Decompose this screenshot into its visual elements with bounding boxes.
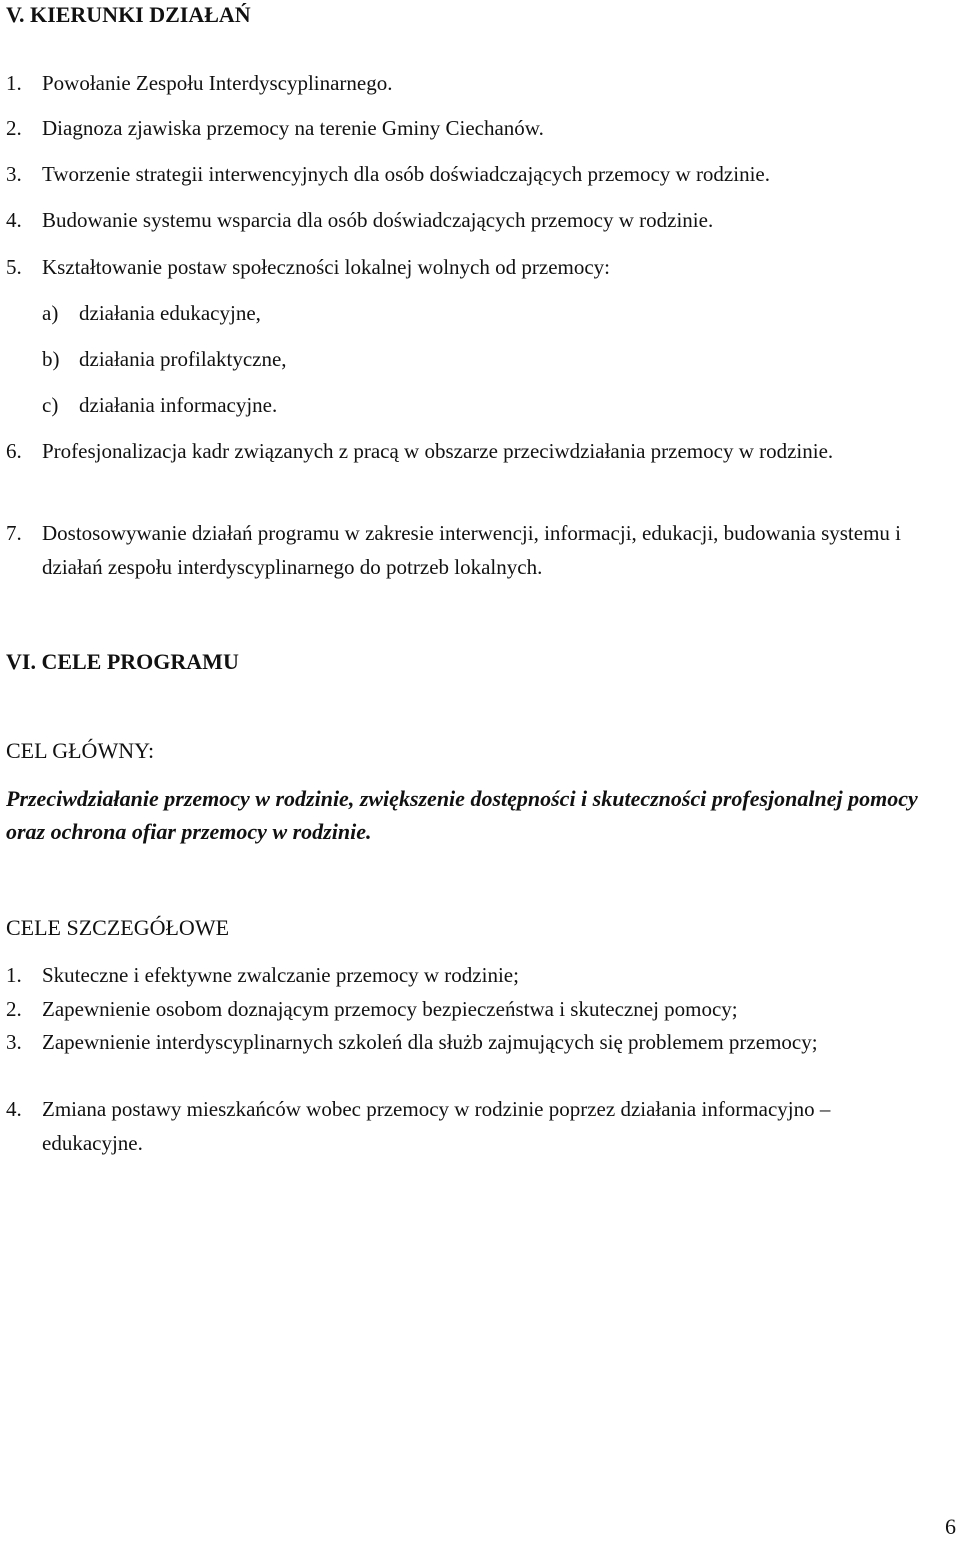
list-item [6,992,926,1026]
list-item-number: 4. [6,208,22,232]
list-item [6,250,926,284]
list-item [6,516,926,584]
sub-list-item-text: działania informacyjne. [79,393,278,417]
section-heading-kierunki: V. KIERUNKI DZIAŁAŃ [6,2,251,27]
list-item [6,958,926,992]
list-item-text: Zapewnienie interdyscyplinarnych szkoleń dla służb zajmujących się problemem przemocy; [42,1030,818,1054]
list-item-text: Powołanie Zespołu Interdyscyplinarnego. [42,71,393,95]
list-item-number: 4. [6,1097,22,1121]
main-goal-heading: CEL GŁÓWNY: [6,738,155,763]
list-item-number: 1. [6,963,22,987]
list-item-number: 6. [6,439,22,463]
sub-list-item-letter: c) [42,393,59,417]
list-item-text: Tworzenie strategii interwencyjnych dla osób doświadczających przemocy w rodzinie. [42,162,770,186]
list-item-number: 3. [6,162,22,186]
list-item-text: Zmiana postawy mieszkańców wobec przemocy w rodzinie poprzez działania informacyjno – edukacyjne. [42,1097,831,1155]
list-item-number: 2. [6,116,22,140]
list-item-text: Dostosowywanie działań programu w zakresie interwencji, informacji, edukacji, budowania systemu i działań zespołu interdyscyplinarnego do potrzeb lokalnych. [42,521,901,579]
page-number: 6 [945,1514,956,1539]
sub-list-item-letter: a) [42,301,59,325]
sub-list-item-text: działania edukacyjne, [79,301,261,325]
list-item-text: Diagnoza zjawiska przemocy na terenie Gminy Ciechanów. [42,116,544,140]
sub-list-item [42,388,922,422]
list-item [6,1025,926,1059]
list-item-text: Budowanie systemu wsparcia dla osób doświadczających przemocy w rodzinie. [42,208,714,232]
specific-goals-heading: CELE SZCZEGÓŁOWE [6,915,230,940]
section-heading-cele-programu: VI. CELE PROGRAMU [6,649,239,674]
list-item-text: Skuteczne i efektywne zwalczanie przemocy w rodzinie; [42,963,519,987]
list-item [6,203,926,237]
list-item-number: 2. [6,997,22,1021]
list-item-number: 5. [6,255,22,279]
list-item-text: Zapewnienie osobom doznającym przemocy bezpieczeństwa i skutecznej pomocy; [42,997,738,1021]
sub-list-item-letter: b) [42,347,60,371]
sub-list-item [42,342,922,376]
list-item-number: 1. [6,71,22,95]
list-item [6,434,926,468]
list-item-text: Kształtowanie postaw społeczności lokalnej wolnych od przemocy: [42,255,611,279]
main-goal-text: Przeciwdziałanie przemocy w rodzinie, zwiększenie dostępności i skuteczności profesjonalnej pomocy oraz ochrona ofiar przemocy w rodzinie. [6,786,918,844]
list-item-text: Profesjonalizacja kadr związanych z pracą w obszarze przeciwdziałania przemocy w rodzinie. [42,439,834,463]
list-item [6,66,926,100]
list-item [6,157,926,191]
list-item-number: 3. [6,1030,22,1054]
list-item [6,1092,926,1160]
list-item-number: 7. [6,521,22,545]
sub-list-item-text: działania profilaktyczne, [79,347,287,371]
list-item [6,111,926,145]
sub-list-item [42,296,922,330]
